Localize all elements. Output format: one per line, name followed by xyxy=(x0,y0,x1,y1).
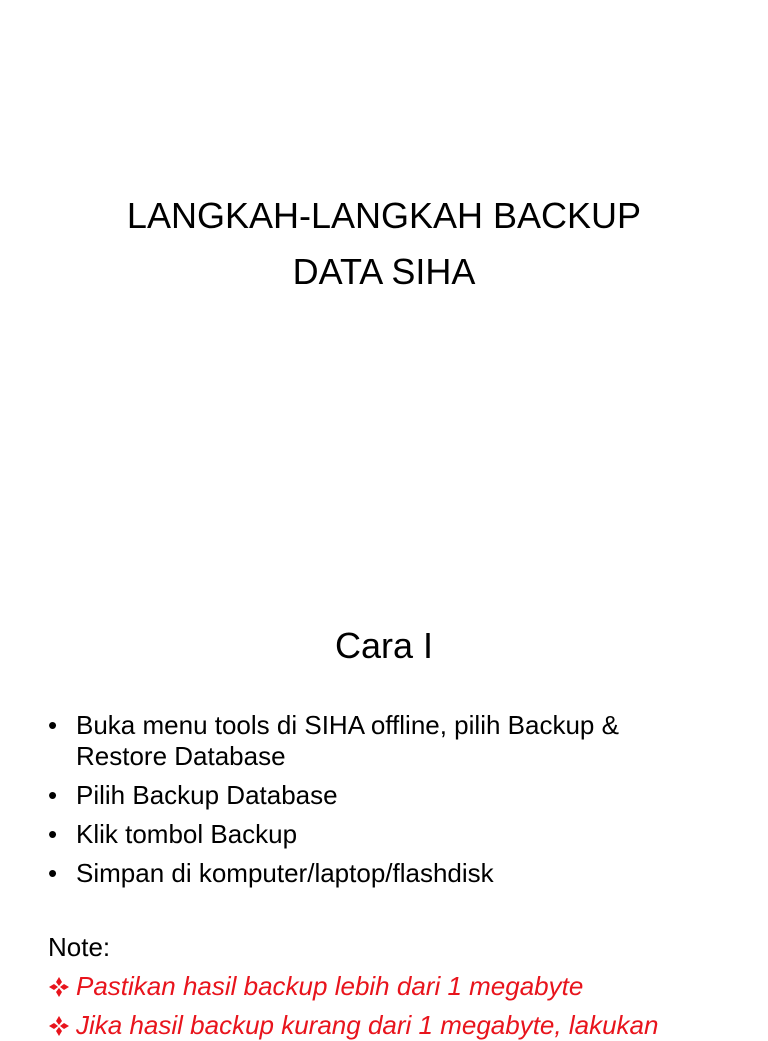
list-item xyxy=(48,710,738,772)
list-item xyxy=(48,858,738,889)
list-item-text: Pilih Backup Database xyxy=(76,780,338,810)
steps-list xyxy=(48,710,738,897)
note-item xyxy=(48,1010,768,1041)
notes-list xyxy=(48,971,768,1041)
bullet-marker: • xyxy=(48,710,58,740)
note-item xyxy=(48,971,768,1002)
note-text: Pastikan hasil backup lebih dari 1 megabyte xyxy=(76,971,584,1001)
list-item xyxy=(48,819,738,850)
list-item xyxy=(48,780,738,811)
slide-title-line-2: DATA SIHA xyxy=(292,251,476,292)
list-item-text: Simpan di komputer/laptop/flashdisk xyxy=(76,858,494,888)
list-item-text-line-1: Buka menu tools di SIHA offline, pilih Backup & xyxy=(76,710,619,740)
bullet-marker: • xyxy=(48,858,58,888)
note-text: Jika hasil backup kurang dari 1 megabyte, lakukan xyxy=(76,1010,659,1040)
list-item-text-line-2: Restore Database xyxy=(76,741,286,771)
list-item-text: Klik tombol Backup xyxy=(76,819,298,849)
bullet-marker: • xyxy=(48,780,58,810)
diamond-bullet-icon xyxy=(48,1015,70,1037)
slide-title-line-1: LANGKAH-LANGKAH BACKUP xyxy=(126,195,642,236)
diamond-bullet-icon xyxy=(48,976,70,998)
note-label: Note: xyxy=(48,932,111,962)
bullet-marker: • xyxy=(48,819,58,849)
slide-heading: Cara I xyxy=(334,625,434,666)
